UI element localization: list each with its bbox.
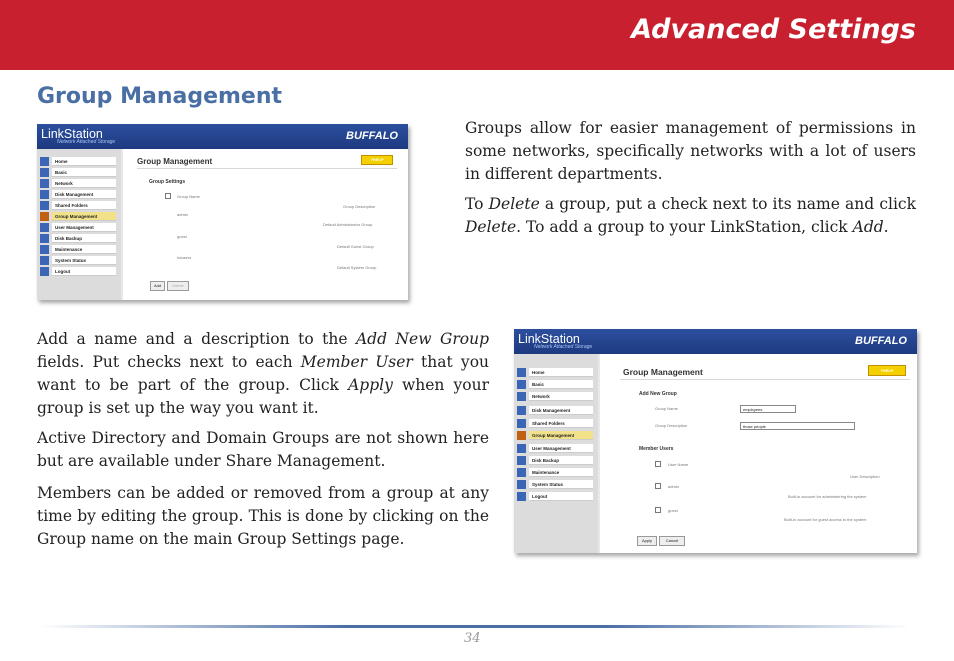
cancel-button[interactable]: Cancel [659,536,685,546]
network-icon [40,179,49,188]
buffalo-logo: BUFFALO [346,130,398,142]
sidebar-item-logout[interactable]: Logout [517,492,593,501]
add-button[interactable]: Add [150,281,165,291]
group-row-name[interactable]: hdusers [177,255,192,260]
sidebar-item-maintenance[interactable]: Maintenance [40,245,116,254]
group-row-description: Default System Group [337,265,377,270]
backup-icon [40,234,49,243]
screenshot-heading: Group Management [137,157,213,166]
paragraph-delete-add: To Delete a group, put a check next to its name and click Delete. To add a group to your LinkStation, click Add. [465,195,916,236]
sidebar-item-basic[interactable]: Basic [517,380,593,389]
sidebar-item-home[interactable]: Home [517,368,593,377]
folder-icon [517,419,526,428]
linkstation-logo: LinkStation [518,332,580,346]
sidebar-item-basic[interactable]: Basic [40,168,116,177]
member-row-description: Built-in account for administering the system [788,494,867,499]
group-row-description: Default Administrator Group [323,222,373,227]
divider [137,168,397,169]
screenshot-main [123,149,408,300]
group-icon [40,212,49,221]
group-description-input[interactable]: those people [740,422,855,430]
sidebar-item-group-management[interactable]: Group Management [40,212,116,221]
add-term: Add [852,218,884,236]
screenshot-group-settings [37,124,408,300]
sidebar-item-network[interactable]: Network [517,392,593,401]
select-all-users-checkbox[interactable] [655,461,661,467]
delete-term: Delete [465,218,517,236]
sidebar-item-user-management[interactable]: User Management [40,223,116,232]
linkstation-logo: LinkStation [41,127,103,141]
paragraph-members: Members can be added or removed from a group at any time by editing the group. This is done by clicking on the Group name on the main Group Settings page. [37,484,489,548]
member-checkbox[interactable] [655,507,661,513]
sidebar-item-user-management[interactable]: User Management [517,444,593,453]
status-icon [517,480,526,489]
sidebar-item-shared-folders[interactable]: Shared Folders [517,419,593,428]
footer-divider [40,625,910,628]
screenshot-header [37,124,408,149]
group-row-name[interactable]: admin [177,212,188,217]
member-checkbox[interactable] [655,483,661,489]
group-description-column-header: Group Description [343,204,376,209]
group-name-column-header: Group Name [177,194,200,199]
user-description-column-header: User Description [850,474,880,479]
logout-icon [517,492,526,501]
member-row-name: guest [668,508,678,513]
sidebar-item-logout[interactable]: Logout [40,267,116,276]
buffalo-logo: BUFFALO [855,335,907,347]
group-settings-subheading: Group Settings [149,179,186,185]
sidebar-item-disk-management[interactable]: Disk Management [517,406,593,415]
user-icon [517,444,526,453]
maintenance-icon [517,468,526,477]
section-title: Group Management [37,84,283,109]
add-new-group-subheading: Add New Group [639,391,677,397]
sidebar-item-group-management[interactable]: Group Management [517,431,593,440]
screenshot-main [600,354,917,553]
group-description-label: Group Description [655,423,688,428]
disk-icon [517,406,526,415]
folder-icon [40,201,49,210]
sidebar-item-disk-management[interactable]: Disk Management [40,190,116,199]
group-row-name[interactable]: guest [177,234,187,239]
apply-button[interactable]: Apply [637,536,657,546]
maintenance-icon [40,245,49,254]
help-button[interactable]: ?HELP [361,155,393,165]
paragraph-add-new-group: Add a name and a description to the Add New Group fields. Put checks next to each Member User that you want to be part of the group. Click Apply when your group is set up the way you want it. [37,330,490,417]
sidebar-nav [514,354,598,553]
group-icon [517,431,526,440]
help-button[interactable]: ?HELP [868,365,906,376]
home-icon [40,157,49,166]
paragraph-active-directory: Active Directory and Domain Groups are not shown here but are available under Share Management. [37,429,489,470]
sidebar-item-system-status[interactable]: System Status [40,256,116,265]
paragraph-groups-intro: Groups allow for easier management of permissions in some networks, specifically networks with a lot of users in different departments. [465,119,916,183]
linkstation-logo-subtitle: Network Attached Storage [534,344,593,350]
network-icon [517,392,526,401]
sidebar-item-disk-backup[interactable]: Disk Backup [517,456,593,465]
group-row-description: Default Guest Group [337,244,374,249]
status-icon [40,256,49,265]
sidebar-item-home[interactable]: Home [40,157,116,166]
backup-icon [517,456,526,465]
member-row-name: admin [668,484,679,489]
page-number: 34 [464,631,481,646]
sidebar-item-maintenance[interactable]: Maintenance [517,468,593,477]
member-row-description: Built-in account for guest access to the system [784,517,867,522]
screenshot-heading: Group Management [623,367,703,377]
screenshot-header [514,329,917,354]
user-icon [40,223,49,232]
sidebar-item-disk-backup[interactable]: Disk Backup [40,234,116,243]
disk-icon [40,190,49,199]
delete-button[interactable]: Delete [167,281,189,291]
delete-term: Delete [488,195,540,213]
user-name-column-header: User Name [668,462,689,467]
logout-icon [40,267,49,276]
sidebar-item-network[interactable]: Network [40,179,116,188]
sidebar-nav [37,149,121,300]
screenshot-add-new-group [514,329,917,553]
select-all-checkbox[interactable] [165,193,171,199]
header-banner [0,0,954,70]
sidebar-item-shared-folders[interactable]: Shared Folders [40,201,116,210]
member-users-subheading: Member Users [639,446,674,452]
page-header-title: Advanced Settings [631,14,916,45]
basic-icon [517,380,526,389]
divider [620,379,910,380]
group-name-input[interactable]: employees [740,405,796,413]
home-icon [517,368,526,377]
basic-icon [40,168,49,177]
group-name-label: Group Name [655,406,678,411]
sidebar-item-system-status[interactable]: System Status [517,480,593,489]
linkstation-logo-subtitle: Network Attached Storage [57,139,116,145]
